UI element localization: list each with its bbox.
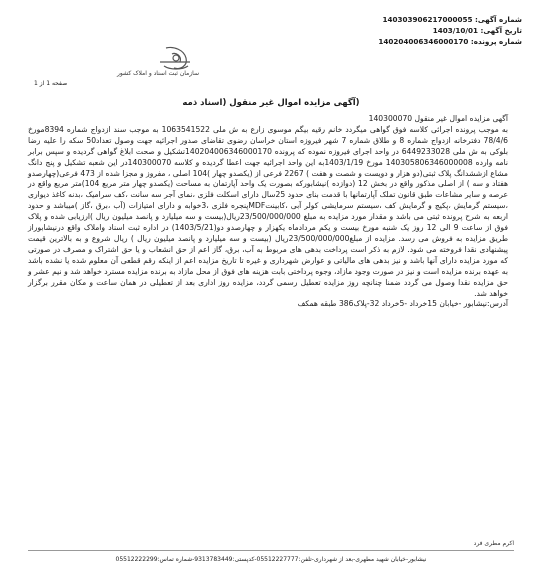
notice-title: (آگهی مزایده اموال غیر منقول (اسناد ذمه xyxy=(182,98,360,108)
announcement-meta xyxy=(378,14,522,47)
registration-org-logo-icon xyxy=(104,44,204,88)
notice-paragraph: به موجب پرونده اجرائی کلاسه فوق گواهی میگردد خانم رقیه بیگم موسوی زارع به ش ملی 1063541522 به موجب سند ازدواج شماره 8394مورخ 78/4/6 دفترخانه ازدواج شماره 8 و طلاق شماره 7 شهر فیروزه استان خراسان رضوی تقاضای صدور اجرائیه جهت وصول تعداد50 سکه را علیه رضا بلوکی به ش ملی 6449233028 در واحد اجرای فیروزه نموده که پرونده 140204006346000170تشکیل و صحت ابلاغ گواهی گردیده و سپس برابر نامه وارده 140305806346000008 مورخ 1403/1/19به این واحد اجرائیه جهت اعطا گردیده و کلاسه 140300070در این شعبه تشکیل و پنج دانگ مشاع ازششدانگ پلاک ثبتی(دو هزار و دویست و شصت و هفت ) 2267 فرعی از (یکصدو چهار )104 اصلی ، مفروز و مجزا شده از 473 فرعی(چهارصدو هفتاد و سه ) از اصلی مذکور واقع در بخش 12 (دوازده )نیشابورکه بصورت یک واحد آپارتمان به مساحت (یکصدو چهار متر مربع 104)متر مربع واقع در عرصه و سایر مشاعات طبق قانون تملک آپارتمانها با قدمت بنای حدود 25سال دارای اسکلت فلزی ،نمای آجر سه سانت ،کف سرامیک ،بدنه کاغذ دیواری ،سیستم گرمایش ،پکیج و گرمایش کف ،سیستم سرمایشی کولر آبی ،کابینتMDFپنجره فلزی ،3خوابه و دارای امتیازات (آب ،برق ،گاز )میباشد و حدود اربعه به شرح پرونده ثبتی می باشد و مقدار مورد مزایده به مبلغ 23/500/000/000ریال(بیست و سه میلیارد و پانصد میلیون ریال )ارزیابی شده و پلاک فوق از ساعت 9 الی 12 روز یک شنبه مورخ بیست و یکم مردادماه یکهزار و چهارصدو دو(1403/5/21) در اداره ثبت اسناد واملاک واقع درنیشابوراز طریق مزایده به فروش می رسد. مزایده از مبلغ23/500/000/000ریال (بیست و سه میلیارد و پانصد میلیون ریال ) ریال شروع و به بالاترین قیمت پیشنهادی نقدا فروخته می شود. لازم به ذکر است پرداخت بدهی های مربوط به آب، برق، گاز اعم از حق انشعاب و یا حق اشتراک و مصرف در صورتی که مورد مزایده دارای آنها باشد و نیز بدهی های مالیاتی و عوارض شهرداری و غیره تا تاریخ مزایده اعم از اینکه رقم قطعی آن معلوم شده یا نشده باشد به عهده برنده مزایده است و نیز در صورت وجود مازاد، وجوه پرداختی بابت هزینه های فوق از محل مازاد به برنده مزایده مسترد خواهد شد و نیم عشر و حق مزایده نقدا وصول می گردد ضمنا چنانچه روز مزایده تعطیل رسمی گردد، مزایده روز اداری بعد از تعطیلی در همان ساعت و مکان مقرر برگزار خواهد شد. xyxy=(28,124,509,298)
footer-address: نیشابور-خیابان شهید مطهری-بعد از شهرداری-تلفن:05512227777-کدپستی:9313783449-شماره تماس:05512222299 xyxy=(115,556,427,563)
announcement-number: شماره آگهی: 140303906217000055 xyxy=(382,15,522,24)
notice-body xyxy=(28,114,508,310)
footer-divider xyxy=(28,550,514,551)
page-number: صفحه 1 از 1 xyxy=(34,80,68,87)
notice-heading: آگهی مزایده اموال غیر منقول 140300070 xyxy=(368,114,508,123)
signature-name: اکرم مطری فرد xyxy=(473,540,514,547)
org-name: سازمان ثبت اسناد و املاک کشور xyxy=(116,70,200,77)
notice-address: آدرس:نیشابور -خیابان 15خرداد -5خرداد 32-پلاک386 طبقه همکف xyxy=(297,299,508,309)
announcement-date: تاریخ آگهی: 1403/10/01 xyxy=(432,26,522,35)
case-number: شماره پرونده: 140204006346000170 xyxy=(378,37,522,46)
